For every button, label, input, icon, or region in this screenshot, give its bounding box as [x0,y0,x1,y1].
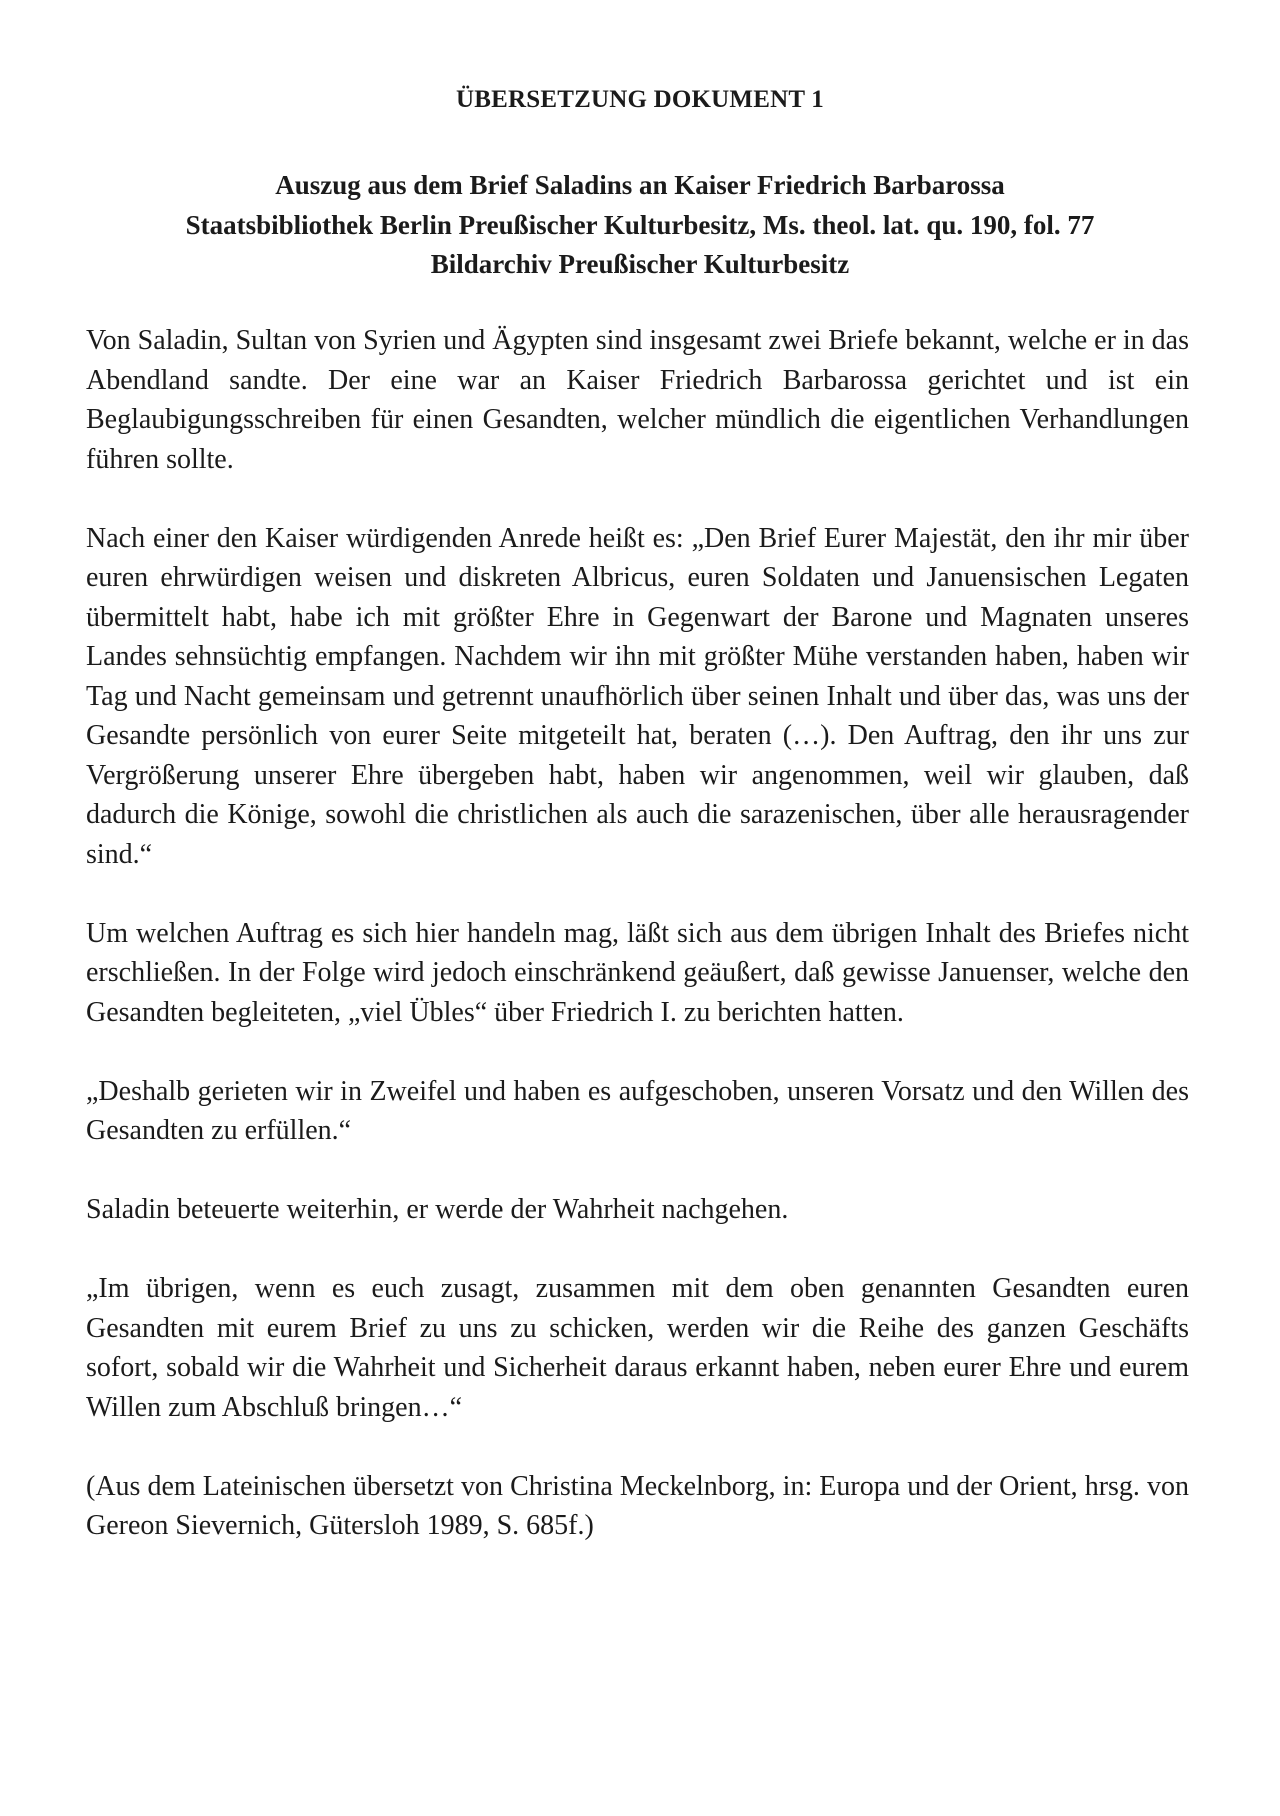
paragraph-commission: Um welchen Auftrag es sich hier handeln mag, läßt sich aus dem übrigen Inhalt des Briefes nicht erschließen. In der Folge wird jedoch einschränkend geäußert, daß gewisse Januenser, welche den Gesandten begleiteten, „viel Übles“ über Friedrich I. zu berichten hatten. [86,917,1189,1028]
paragraph-closing-quote: „Im übrigen, wenn es euch zusagt, zusammen mit dem oben genannten Gesandten euren Gesandten mit eurem Brief zu uns zu schicken, werden wir die Reihe des ganzen Geschäfts sofort, sobald wir die Wahrheit und Sicherheit daraus erkannt haben, neben eurer Ehre und eurem Willen zum Abschluß bringen…“ [86,1273,1189,1423]
paragraph-letter-quote: Nach einer den Kaiser würdigenden Anrede heißt es: „Den Brief Eurer Majestät, den ihr mir über euren ehrwürdigen weisen und diskreten Albricus, euren Soldaten und Januensischen Legaten übermittelt habt, habe ich mit größter Ehre in Gegenwart der Barone und Magnaten unseres Landes sehnsüchtig empfangen. Nachdem wir ihn mit größter Mühe verstanden haben, haben wir Tag und Nacht gemeinsam und getrennt unaufhörlich über seinen Inhalt und über das, was uns der Gesandte persönlich von eurer Seite mitgeteilt hat, beraten (…). Den Auftrag, den ihr uns zur Vergrößerung unserer Ehre übergeben habt, haben wir angenommen, weil wir glauben, daß dadurch die Könige, sowohl die christlichen als auch die sarazenischen, über alle herausragender sind.“ [86,522,1189,870]
paragraph-intro: Von Saladin, Sultan von Syrien und Ägypten sind insgesamt zwei Briefe bekannt, welche er in das Abendland sandte. Der eine war an Kaiser Friedrich Barbarossa gerichtet und ist ein Beglaubigungsschreiben für einen Gesandten, welcher mündlich die eigentlichen Verhandlungen führen sollte. [86,325,1189,475]
subtitle-line-archive: Bildarchiv Preußischer Kulturbesitz [430,249,850,279]
subtitle-line-letter: Auszug aus dem Brief Saladins an Kaiser Friedrich Barbarossa [275,170,1005,200]
subtitle-line-source: Staatsbibliothek Berlin Preußischer Kulturbesitz, Ms. theol. lat. qu. 190, fol. 77 [185,209,1095,240]
document-title: ÜBERSETZUNG DOKUMENT 1 [456,86,824,113]
paragraph-truth: Saladin beteuerte weiterhin, er werde der Wahrheit nachgehen. [86,1194,789,1225]
document-subtitle [60,166,1220,285]
paragraph-doubt-quote: „Deshalb gerieten wir in Zweifel und haben es aufgeschoben, unseren Vorsatz und den Willen des Gesandten zu erfüllen.“ [86,1075,1189,1146]
paragraph-citation: (Aus dem Lateinischen übersetzt von Christina Meckelnborg, in: Europa und der Orient, hrsg. von Gereon Sievernich, Gütersloh 1989, S. 685f.) [86,1470,1189,1541]
document-body [86,321,1189,1546]
